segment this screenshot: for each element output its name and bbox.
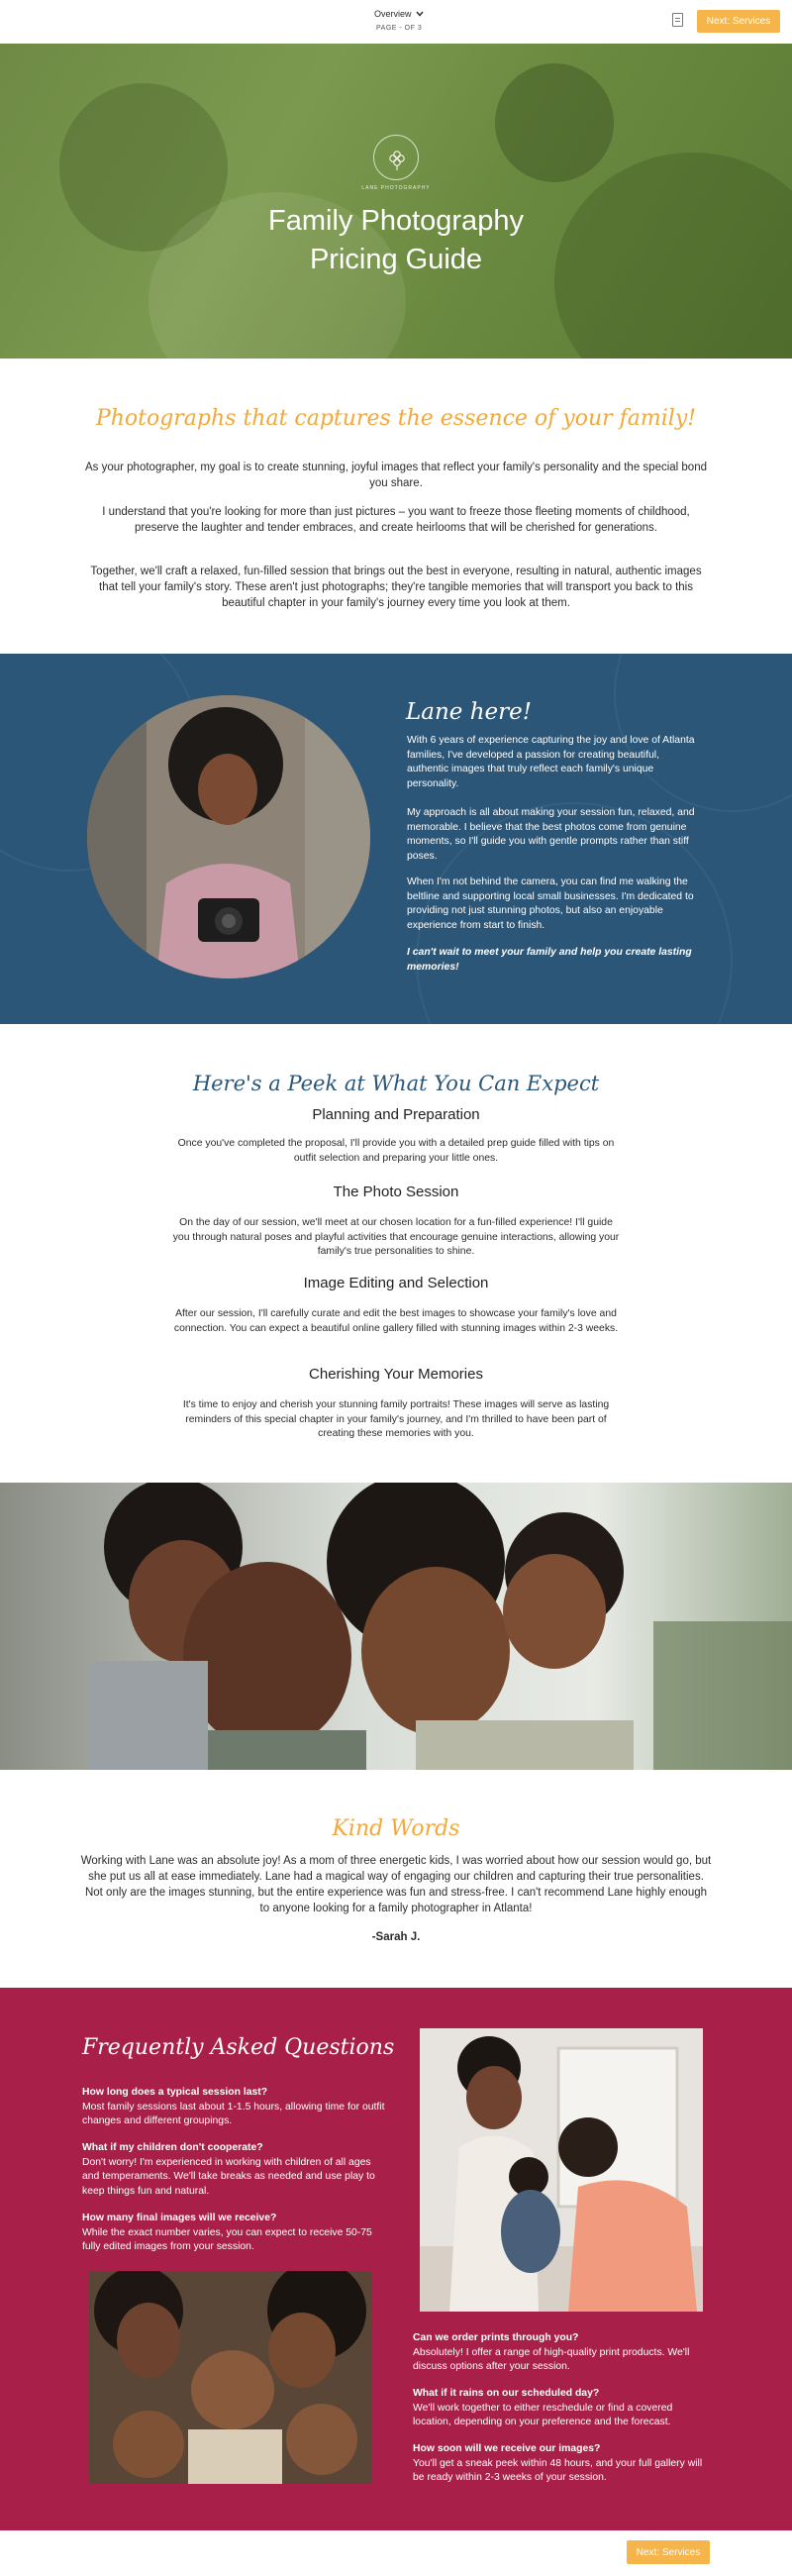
step-title: Planning and Preparation: [312, 1106, 480, 1123]
faq-item: [82, 2141, 389, 2199]
intro-paragraph: I understand that you're looking for more than just pictures – you want to freeze those fleeting moments of childhood, preserve the laughter and tender embraces, and create heirlooms that will be cherished for generations.: [102, 506, 690, 534]
faq-question: What if it rains on our scheduled day?: [413, 2388, 600, 2399]
faq-item: [413, 2331, 710, 2375]
about-paragraph: My approach is all about making your session fun, relaxed, and memorable. I believe that the best photos come from genuine moments, so I'll guide you with gentle prompts rather than stiff poses.: [407, 807, 695, 862]
family-photo: [0, 1483, 792, 1770]
portrait-image: [87, 695, 370, 979]
faq-answer: You'll get a sneak peek within 48 hours, and your full gallery will be ready within 2-3 weeks of your session.: [413, 2457, 703, 2483]
faq-item: [82, 2086, 389, 2129]
intro-heading: Photographs that captures the essence of your family!: [95, 406, 697, 431]
next-services-button-bottom[interactable]: Next: Services: [627, 2540, 710, 2564]
expect-heading: Here's a Peek at What You Can Expect: [192, 1072, 600, 1095]
faq-answer: Don't worry! I'm experienced in working with children of all ages and temperaments. We'll take breaks as needed and use play to keep things fun and natural.: [82, 2156, 375, 2197]
faq-question: Can we order prints through you?: [413, 2332, 579, 2343]
faq-answer: While the exact number varies, you can expect to receive 50-75 fully edited images from your session.: [82, 2226, 372, 2252]
faq-heading: Frequently Asked Questions: [82, 2035, 395, 2060]
step-title: The Photo Session: [333, 1184, 459, 1200]
flower-icon: [384, 146, 410, 171]
faq-answer: Most family sessions last about 1-1.5 hours, allowing time for outfit changes and different groupings.: [82, 2101, 385, 2126]
about-paragraph: When I'm not behind the camera, you can find me walking the beltline and supporting local small businesses. I'm dedicated to providing not just stunning photos, but also an enjoyable experience from start to finish.: [407, 876, 694, 931]
testimonial-author: -Sarah J.: [371, 1931, 421, 1943]
faq-answer: Absolutely! I offer a range of high-quality print products. We'll discuss options after your session.: [413, 2346, 690, 2372]
step-text: It's time to enjoy and cherish your stunning family portraits! These images will serve as lasting reminders of this special chapter in your family's journey, and I'm thrilled to have been part of creating these memories with you.: [182, 1399, 610, 1439]
step-title: Cherishing Your Memories: [309, 1366, 483, 1383]
overview-label: Overview: [374, 9, 412, 19]
title-line-2: Pricing Guide: [309, 244, 483, 275]
testimonial-heading: Kind Words: [332, 1816, 460, 1841]
faq-photo-bottom: [89, 2271, 372, 2484]
faq-photo-top: [420, 2028, 703, 2312]
faq-item: [413, 2387, 710, 2430]
father-child-image: [420, 2028, 703, 2312]
intro-paragraph: Together, we'll craft a relaxed, fun-filled session that brings out the best in everyone, resulting in natural, authentic images that tell your family's story. These aren't just photographs; they're tangible memories that will transport you back to this beautiful chapter in your family's journey every time you look at them.: [90, 566, 702, 609]
faq-answer: We'll work together to either reschedule or find a covered location, depending on your preference and the forecast.: [413, 2402, 673, 2427]
photographer-portrait: [87, 695, 370, 979]
faq-question: How long does a typical session last?: [82, 2087, 268, 2098]
page-title: [0, 202, 792, 279]
document-icon[interactable]: [672, 13, 683, 27]
top-bar: [0, 0, 792, 44]
logo-caption: LANE PHOTOGRAPHY: [361, 185, 431, 191]
about-closing: I can't wait to meet your family and help you create lasting memories!: [407, 947, 692, 973]
about-heading: Lane here!: [406, 699, 532, 725]
faq-question: How many final images will we receive?: [82, 2213, 277, 2223]
step-title: Image Editing and Selection: [303, 1275, 489, 1291]
about-paragraph: With 6 years of experience capturing the joy and love of Atlanta families, I've developed a passion for creating beautiful, authentic images that truly reflect each family's unique personality.: [407, 735, 695, 789]
faq-question: What if my children don't cooperate?: [82, 2142, 263, 2153]
next-services-button[interactable]: Next: Services: [697, 10, 780, 33]
family-with-baby-image: [89, 2271, 372, 2484]
faq-item: [413, 2442, 710, 2486]
overview-dropdown[interactable]: [374, 9, 424, 19]
step-text: On the day of our session, we'll meet at our chosen location for a fun-filled experience! I'll guide you through natural poses and playful activities that encourage genuine interactions, allowing your family's true personalities to shine.: [172, 1217, 620, 1257]
faq-item: [82, 2212, 389, 2255]
title-line-1: Family Photography: [268, 205, 524, 237]
step-text: After our session, I'll carefully curate and edit the best images to showcase your family's love and connection. You can expect a beautiful online gallery filled with stunning images within 2-3 weeks.: [173, 1308, 619, 1334]
family-image: [0, 1483, 792, 1770]
testimonial-text: Working with Lane was an absolute joy! As a mom of three energetic kids, I was worried about how our session would go, but she put us all at ease immediately. Lane had a magical way of engaging our children and capturing their true personalities. Not only are the images stunning, but the entire experience was fun and stress-free. I can't recommend Lane highly enough to anyone looking for a family photographer in Atlanta!: [80, 1855, 712, 1914]
chevron-down-icon: [416, 11, 424, 17]
step-text: Once you've completed the proposal, I'll provide you with a detailed prep guide filled with tips on outfit selection and preparing your little ones.: [177, 1138, 615, 1164]
intro-paragraph: As your photographer, my goal is to create stunning, joyful images that reflect your family's personality and the special bond you share.: [84, 462, 707, 489]
faq-question: How soon will we receive our images?: [413, 2443, 601, 2454]
page-indicator: PAGE - OF 3: [376, 25, 423, 32]
hero-banner: [0, 44, 792, 359]
brand-logo: [373, 135, 419, 180]
